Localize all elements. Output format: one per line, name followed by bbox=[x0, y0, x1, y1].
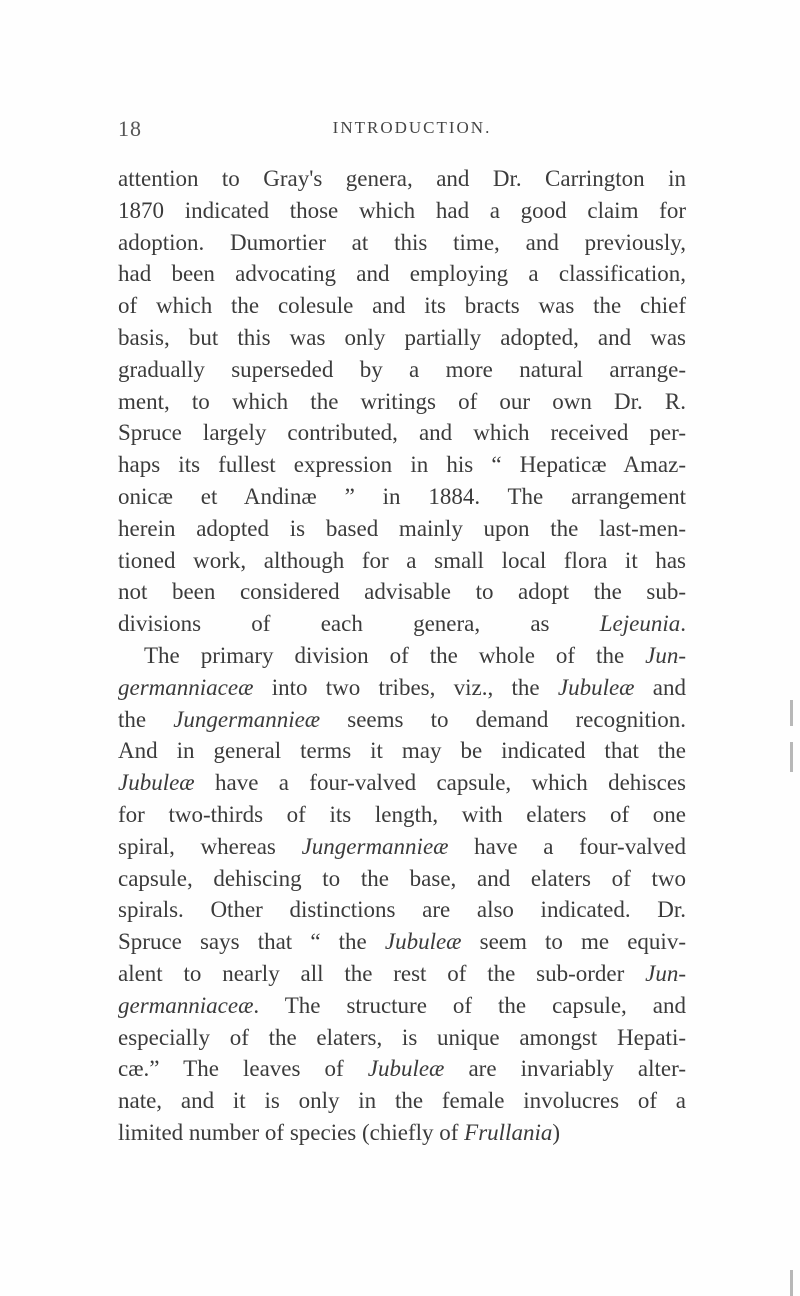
text-run: and bbox=[634, 674, 686, 700]
italic-term: Jungermannieæ bbox=[173, 706, 321, 732]
text-run: ment, to which the writings of our own Dr. R. bbox=[118, 388, 686, 414]
text-run: 1870 indicated those which had a good claim for bbox=[118, 197, 686, 223]
text-line bbox=[118, 227, 686, 259]
text-run: seem to me equiv- bbox=[461, 929, 686, 955]
text-line bbox=[118, 417, 686, 449]
scan-edge-mark bbox=[790, 700, 793, 726]
text-run: cæ.” The leaves of bbox=[118, 1056, 368, 1082]
text-run: spiral, whereas bbox=[118, 833, 302, 859]
text-run: not been considered advisable to adopt the sub- bbox=[118, 579, 686, 605]
text-run: the bbox=[118, 706, 174, 732]
text-line bbox=[118, 1117, 686, 1149]
text-line bbox=[118, 354, 686, 386]
text-line bbox=[118, 545, 686, 577]
text-line bbox=[118, 576, 686, 608]
text-run: have a four-valved bbox=[448, 833, 687, 859]
text-run: The primary division of the whole of the bbox=[144, 642, 646, 668]
text-run: had been advocating and employing a classification, bbox=[118, 261, 686, 287]
italic-term: Jubuleæ bbox=[384, 929, 462, 955]
text-run: for two-thirds of its length, with elaters of one bbox=[118, 801, 686, 827]
text-run: Spruce says that “ the bbox=[118, 929, 385, 955]
text-run: capsule, dehiscing to the base, and elaters of two bbox=[118, 865, 686, 891]
text-run: nate, and it is only in the female involucres of a bbox=[118, 1088, 686, 1114]
text-line bbox=[118, 767, 686, 799]
italic-term: Jungermannieæ bbox=[301, 833, 449, 859]
text-line bbox=[118, 735, 686, 767]
italic-term: Jubuleæ bbox=[118, 770, 195, 796]
italic-term: Frullania bbox=[464, 1119, 553, 1145]
text-line bbox=[118, 481, 686, 513]
text-line bbox=[118, 258, 686, 290]
text-line bbox=[118, 322, 686, 354]
page-number: 18 bbox=[118, 116, 142, 141]
scan-edge-mark bbox=[790, 742, 793, 772]
text-run: tioned work, although for a small local flora it has bbox=[118, 547, 686, 573]
text-line bbox=[118, 831, 686, 863]
text-run: into two tribes, viz., the bbox=[253, 674, 558, 700]
italic-term: Jubuleæ bbox=[557, 674, 635, 700]
text-run: onicæ et Andinæ ” in 1884. The arrangement bbox=[118, 483, 686, 509]
italic-term: germanniaceæ bbox=[118, 674, 254, 700]
text-line bbox=[118, 449, 686, 481]
italic-term: Jun- bbox=[645, 960, 686, 986]
text-line bbox=[118, 863, 686, 895]
text-line bbox=[118, 163, 686, 195]
text-run: seems to demand recognition. bbox=[320, 706, 686, 732]
text-line bbox=[118, 704, 686, 736]
text-run: have a four-valved capsule, which dehisces bbox=[194, 770, 686, 796]
text-line bbox=[118, 1053, 686, 1085]
text-run: are invariably alter- bbox=[444, 1056, 686, 1082]
italic-term: Lejeunia bbox=[599, 611, 681, 637]
text-run: . bbox=[680, 611, 686, 637]
page-header bbox=[118, 116, 686, 140]
text-run: basis, but this was only partially adopted, and was bbox=[118, 324, 686, 350]
italic-term: germanniaceæ bbox=[118, 992, 254, 1018]
text-line bbox=[118, 894, 686, 926]
text-run: haps its fullest expression in his “ Hepaticæ Amaz- bbox=[118, 452, 686, 478]
text-run: gradually superseded by a more natural arrange- bbox=[118, 356, 686, 382]
text-line bbox=[118, 195, 686, 227]
body-text bbox=[118, 163, 686, 1149]
running-head: INTRODUCTION. bbox=[332, 118, 492, 137]
text-run: ) bbox=[552, 1119, 561, 1145]
text-line bbox=[118, 386, 686, 418]
text-line bbox=[118, 672, 686, 704]
text-line bbox=[118, 640, 686, 672]
text-line bbox=[118, 513, 686, 545]
italic-term: Jubuleæ bbox=[367, 1056, 445, 1082]
text-run: Spruce largely contributed, and which received per- bbox=[118, 420, 686, 446]
text-run: And in general terms it may be indicated that the bbox=[118, 738, 686, 764]
text-run: herein adopted is based mainly upon the last-men- bbox=[118, 515, 686, 541]
text-line bbox=[118, 958, 686, 990]
text-run: spirals. Other distinctions are also indicated. Dr. bbox=[118, 897, 686, 923]
text-run: attention to Gray's genera, and Dr. Carrington in bbox=[118, 166, 686, 191]
text-line bbox=[118, 799, 686, 831]
text-run: alent to nearly all the rest of the sub-order bbox=[118, 960, 646, 986]
text-line bbox=[118, 608, 686, 640]
italic-term: Jun- bbox=[645, 642, 686, 668]
text-line bbox=[118, 926, 686, 958]
text-run: divisions of each genera, as bbox=[118, 611, 600, 637]
text-run: limited number of species (chiefly of bbox=[118, 1119, 465, 1145]
text-run: adoption. Dumortier at this time, and previously, bbox=[118, 229, 686, 255]
text-line bbox=[118, 290, 686, 322]
text-line bbox=[118, 1022, 686, 1054]
text-run: especially of the elaters, is unique amongst Hepati- bbox=[118, 1024, 686, 1050]
text-run: of which the colesule and its bracts was the chief bbox=[118, 293, 686, 319]
text-line bbox=[118, 1085, 686, 1117]
text-run: . The structure of the capsule, and bbox=[253, 992, 686, 1018]
scan-edge-mark bbox=[790, 1270, 793, 1296]
text-line bbox=[118, 990, 686, 1022]
